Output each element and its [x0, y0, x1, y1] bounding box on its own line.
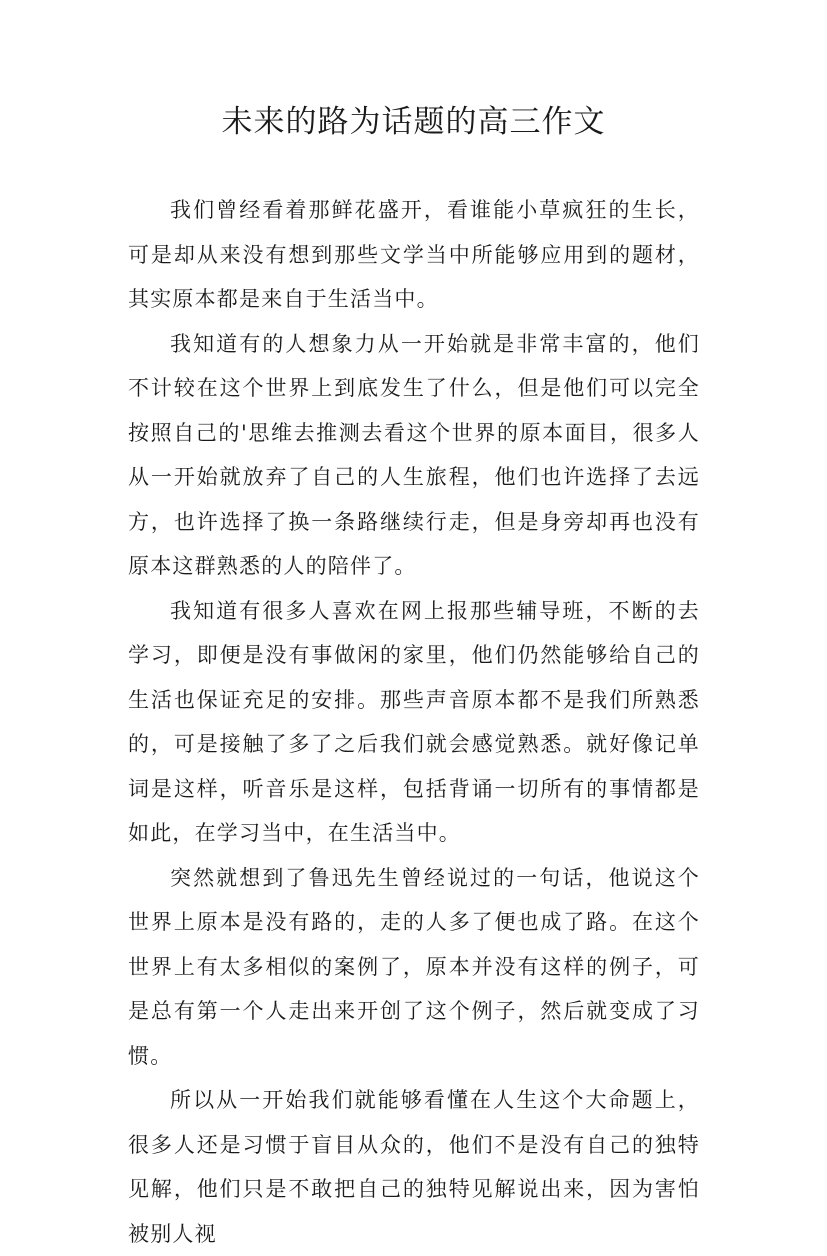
document-body — [128, 188, 700, 1256]
paragraph: 我知道有的人想象力从一开始就是非常丰富的，他们不计较在这个世界上到底发生了什么，但是他们可以完全按照自己的'思维去推测去看这个世界的原本面目，很多人从一开始就放弃了自己的人生旅程，他们也许选择了去远方，也许选择了换一条路继续行走，但是身旁却再也没有原本这群熟悉的人的陪伴了。 — [128, 331, 700, 578]
document-title: 未来的路为话题的高三作文 — [221, 104, 606, 140]
paragraph: 突然就想到了鲁迅先生曾经说过的一句话，他说这个世界上原本是没有路的，走的人多了便也成了路。在这个世界上有太多相似的案例了，原本并没有这样的例子，可是总有第一个人走出来开创了这个例子，然后就变成了习惯。 — [128, 865, 700, 1068]
paragraph: 所以从一开始我们就能够看懂在人生这个大命题上，很多人还是习惯于盲目从众的，他们不是没有自己的独特见解，他们只是不敢把自己的独特见解说出来，因为害怕被别人视 — [128, 1088, 700, 1246]
paragraph: 我知道有很多人喜欢在网上报那些辅导班，不断的去学习，即便是没有事做闲的家里，他们仍然能够给自己的生活也保证充足的安排。那些声音原本都不是我们所熟悉的，可是接触了多了之后我们就会感觉熟悉。就好像记单词是这样，听音乐是这样，包括背诵一切所有的事情都是如此，在学习当中，在生活当中。 — [128, 598, 700, 845]
paragraph: 我们曾经看着那鲜花盛开，看谁能小草疯狂的生长，可是却从来没有想到那些文学当中所能够应用到的题材，其实原本都是来自于生活当中。 — [128, 198, 700, 311]
